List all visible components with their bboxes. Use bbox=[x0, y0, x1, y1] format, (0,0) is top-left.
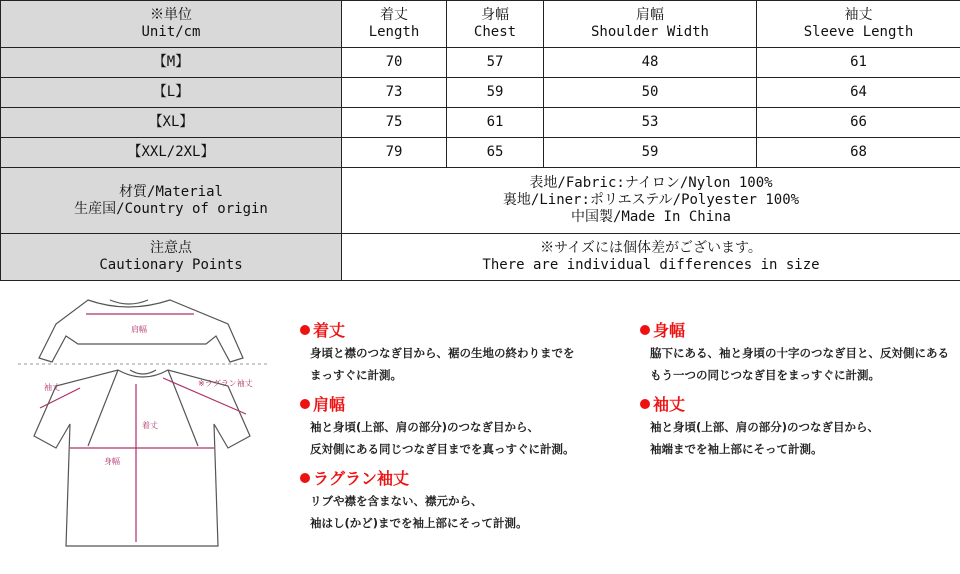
note-sleeve bbox=[640, 394, 960, 460]
shoulder-value: 50 bbox=[544, 78, 757, 108]
shoulder-value: 59 bbox=[544, 138, 757, 168]
note-line: 袖端までを袖上部にそって計測。 bbox=[650, 442, 823, 456]
material-row bbox=[1, 168, 960, 234]
note-title: 肩幅 bbox=[300, 394, 630, 416]
chest-label: 身幅 bbox=[104, 457, 120, 466]
shoulder-value: 53 bbox=[544, 108, 757, 138]
raglan-label: ※ラグラン袖丈 bbox=[198, 379, 253, 388]
caution-value: ※サイズには個体差がございます。 There are individual differences in size bbox=[342, 234, 960, 281]
size-label: 【L】 bbox=[1, 78, 342, 108]
header-shoulder: 肩幅 Shoulder Width bbox=[544, 1, 757, 48]
note-line: 袖と身頃(上部、肩の部分)のつなぎ目から、 bbox=[650, 420, 880, 434]
note-raglan bbox=[300, 468, 630, 534]
note-line: 袖と身頃(上部、肩の部分)のつなぎ目から、 bbox=[310, 420, 540, 434]
note-title: ラグラン袖丈 bbox=[300, 468, 630, 490]
table-row bbox=[1, 78, 960, 108]
sleeve-label: 袖丈 bbox=[44, 383, 60, 392]
chest-value: 57 bbox=[447, 48, 544, 78]
length-label: 着丈 bbox=[142, 421, 158, 430]
chest-value: 65 bbox=[447, 138, 544, 168]
note-line: もう一つの同じつなぎ目をまっすぐに計測。 bbox=[650, 368, 880, 382]
table-row bbox=[1, 138, 960, 168]
bullet-dot-icon bbox=[300, 325, 310, 335]
sleeve-value: 68 bbox=[757, 138, 960, 168]
caution-row bbox=[1, 234, 960, 281]
size-label: 【XXL/2XL】 bbox=[1, 138, 342, 168]
length-value: 79 bbox=[342, 138, 447, 168]
bullet-dot-icon bbox=[300, 399, 310, 409]
garment-body-view bbox=[34, 370, 250, 546]
shoulder-value: 48 bbox=[544, 48, 757, 78]
garment-diagram bbox=[18, 296, 268, 556]
note-title: 身幅 bbox=[640, 320, 960, 342]
header-length: 着丈 Length bbox=[342, 1, 447, 48]
header-chest: 身幅 Chest bbox=[447, 1, 544, 48]
note-line: まっすぐに計測。 bbox=[310, 368, 402, 382]
bullet-dot-icon bbox=[640, 325, 650, 335]
shoulder-label: 肩幅 bbox=[131, 325, 147, 334]
bullet-dot-icon bbox=[300, 473, 310, 483]
note-line: 脇下にある、袖と身頃の十字のつなぎ目と、反対側にある bbox=[650, 346, 949, 360]
note-line: 身頃と襟のつなぎ目から、裾の生地の終わりまでを bbox=[310, 346, 575, 360]
size-label: 【XL】 bbox=[1, 108, 342, 138]
note-length bbox=[300, 320, 630, 386]
length-value: 75 bbox=[342, 108, 447, 138]
length-value: 73 bbox=[342, 78, 447, 108]
note-line: 袖はし(かど)までを袖上部にそって計測。 bbox=[310, 516, 528, 530]
table-row bbox=[1, 108, 960, 138]
table-header-row bbox=[1, 1, 960, 48]
header-sleeve: 袖丈 Sleeve Length bbox=[757, 1, 960, 48]
note-title: 着丈 bbox=[300, 320, 630, 342]
sleeve-value: 64 bbox=[757, 78, 960, 108]
bullet-dot-icon bbox=[640, 399, 650, 409]
note-line: 反対側にある同じつなぎ目までを真っすぐに計測。 bbox=[310, 442, 575, 456]
caution-label: 注意点 Cautionary Points bbox=[1, 234, 342, 281]
note-title: 袖丈 bbox=[640, 394, 960, 416]
material-value: 表地/Fabric:ナイロン/Nylon 100% 裏地/Liner:ポリエステル/Polyester 100% 中国製/Made In China bbox=[342, 168, 960, 234]
chest-value: 61 bbox=[447, 108, 544, 138]
header-unit: ※単位 Unit/cm bbox=[1, 1, 342, 48]
size-label: 【M】 bbox=[1, 48, 342, 78]
table-row bbox=[1, 48, 960, 78]
material-label: 材質/Material 生産国/Country of origin bbox=[1, 168, 342, 234]
sleeve-value: 61 bbox=[757, 48, 960, 78]
note-shoulder bbox=[300, 394, 630, 460]
size-table bbox=[0, 0, 960, 281]
note-chest bbox=[640, 320, 960, 386]
sleeve-value: 66 bbox=[757, 108, 960, 138]
length-value: 70 bbox=[342, 48, 447, 78]
chest-value: 59 bbox=[447, 78, 544, 108]
note-line: リブや襟を含まない、襟元から、 bbox=[310, 494, 483, 508]
